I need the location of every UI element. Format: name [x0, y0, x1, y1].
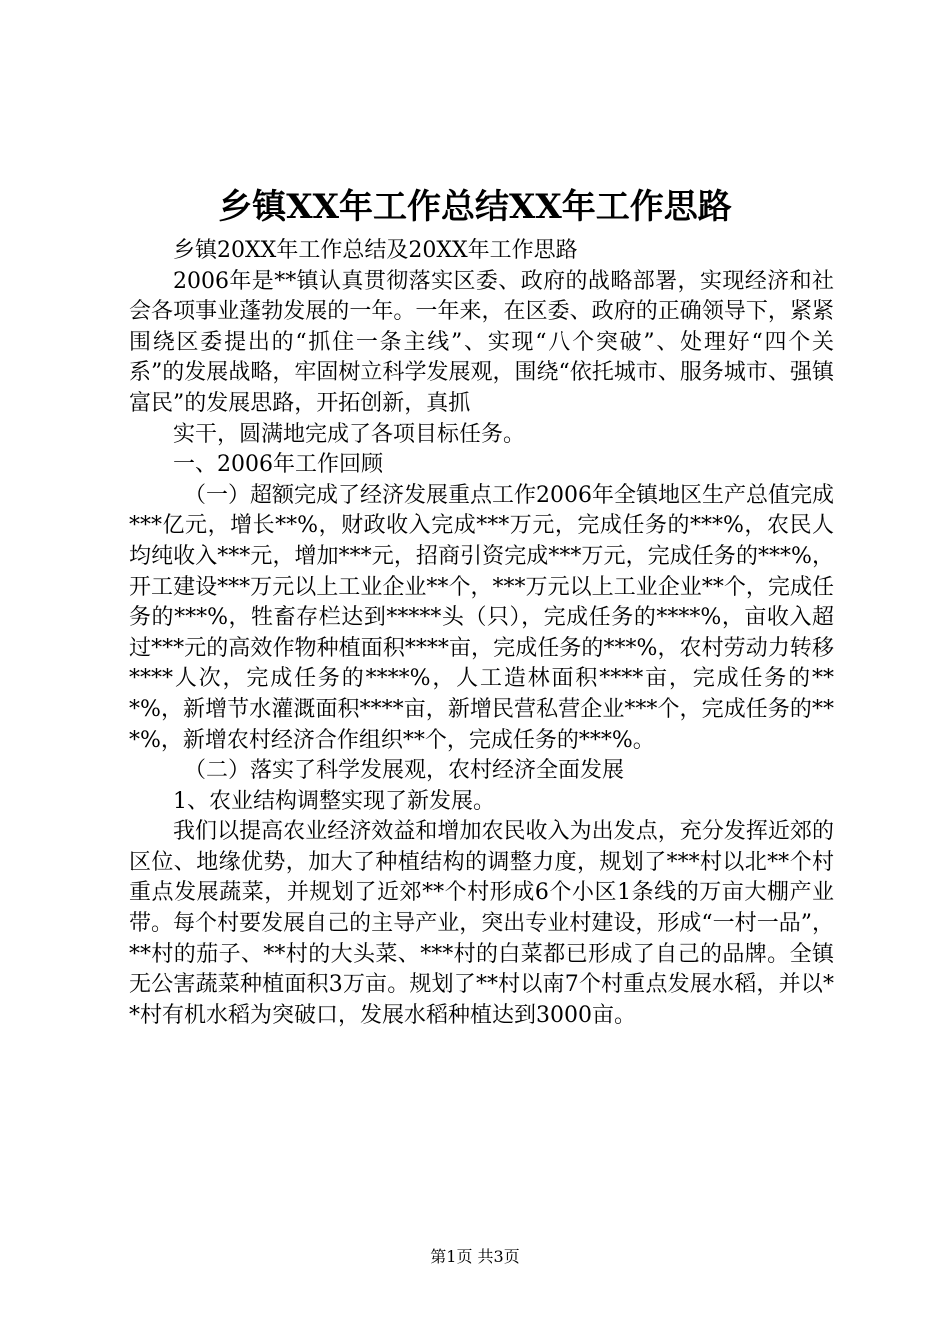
paragraph-intro: 2006年是**镇认真贯彻落实区委、政府的战略部署，实现经济和社会各项事业蓬勃发展的一年。一年来，在区委、政府的正确领导下，紧紧围绕区委提出的“抓住一条主线”、实现“八个突破”、处理好“四个关系”的发展战略，牢固树立科学发展观，围绕“依托城市、服务城市、强镇富民”的发展思路，开拓创新，真抓 [129, 268, 834, 416]
page-footer: 第1页 共3页 [430, 1247, 520, 1266]
paragraph-economic-results: （一）超额完成了经济发展重点工作2006年全镇地区生产总值完成***亿元，增长**%，财政收入完成***万元，完成任务的***%，农民人均纯收入***元，增加***元，招商引资完成***万元，完成任务的***%，开工建设***万元以上工业企业**个，***万元以上工业企业**个，完成任务的***%，牲畜存栏达到*****头（只），完成任务的****%，亩收入超过***元的高效作物种植面积****亩，完成任务的***%，农村劳动力转移****人次，完成任务的****%，人工造林面积****亩，完成任务的***%，新增节水灌溉面积****亩，新增民营私营企业***个，完成任务的***%，新增农村经济合作组织**个，完成任务的***%。 [129, 482, 834, 753]
subsection-heading-development: （二）落实了科学发展观，农村经济全面发展 [184, 758, 625, 784]
document-subtitle: 乡镇20XX年工作总结及20XX年工作思路 [173, 238, 578, 263]
document-body [129, 236, 834, 1031]
paragraph-agriculture: 我们以提高农业经济效益和增加农民收入为出发点，充分发挥近郊的区位、地缘优势，加大了种植结构的调整力度，规划了***村以北**个村重点发展蔬菜，并规划了近郊**个村形成6个小区1条线的万亩大棚产业带。每个村要发展自己的主导产业，突出专业村建设，形成“一村一品”，**村的茄子、**村的大头菜、***村的白菜都已形成了自己的品牌。全镇无公害蔬菜种植面积3万亩。规划了**村以南7个村重点发展水稻，并以**村有机水稻为突破口，发展水稻种植达到3000亩。 [129, 819, 834, 1028]
document-title: 乡镇XX年工作总结XX年工作思路 [218, 187, 732, 227]
section-heading-review: 一、2006年工作回顾 [173, 452, 383, 478]
paragraph-intro-continued: 实干，圆满地完成了各项目标任务。 [173, 421, 526, 447]
subsection-heading-agriculture: 1、农业结构调整实现了新发展。 [173, 788, 495, 814]
